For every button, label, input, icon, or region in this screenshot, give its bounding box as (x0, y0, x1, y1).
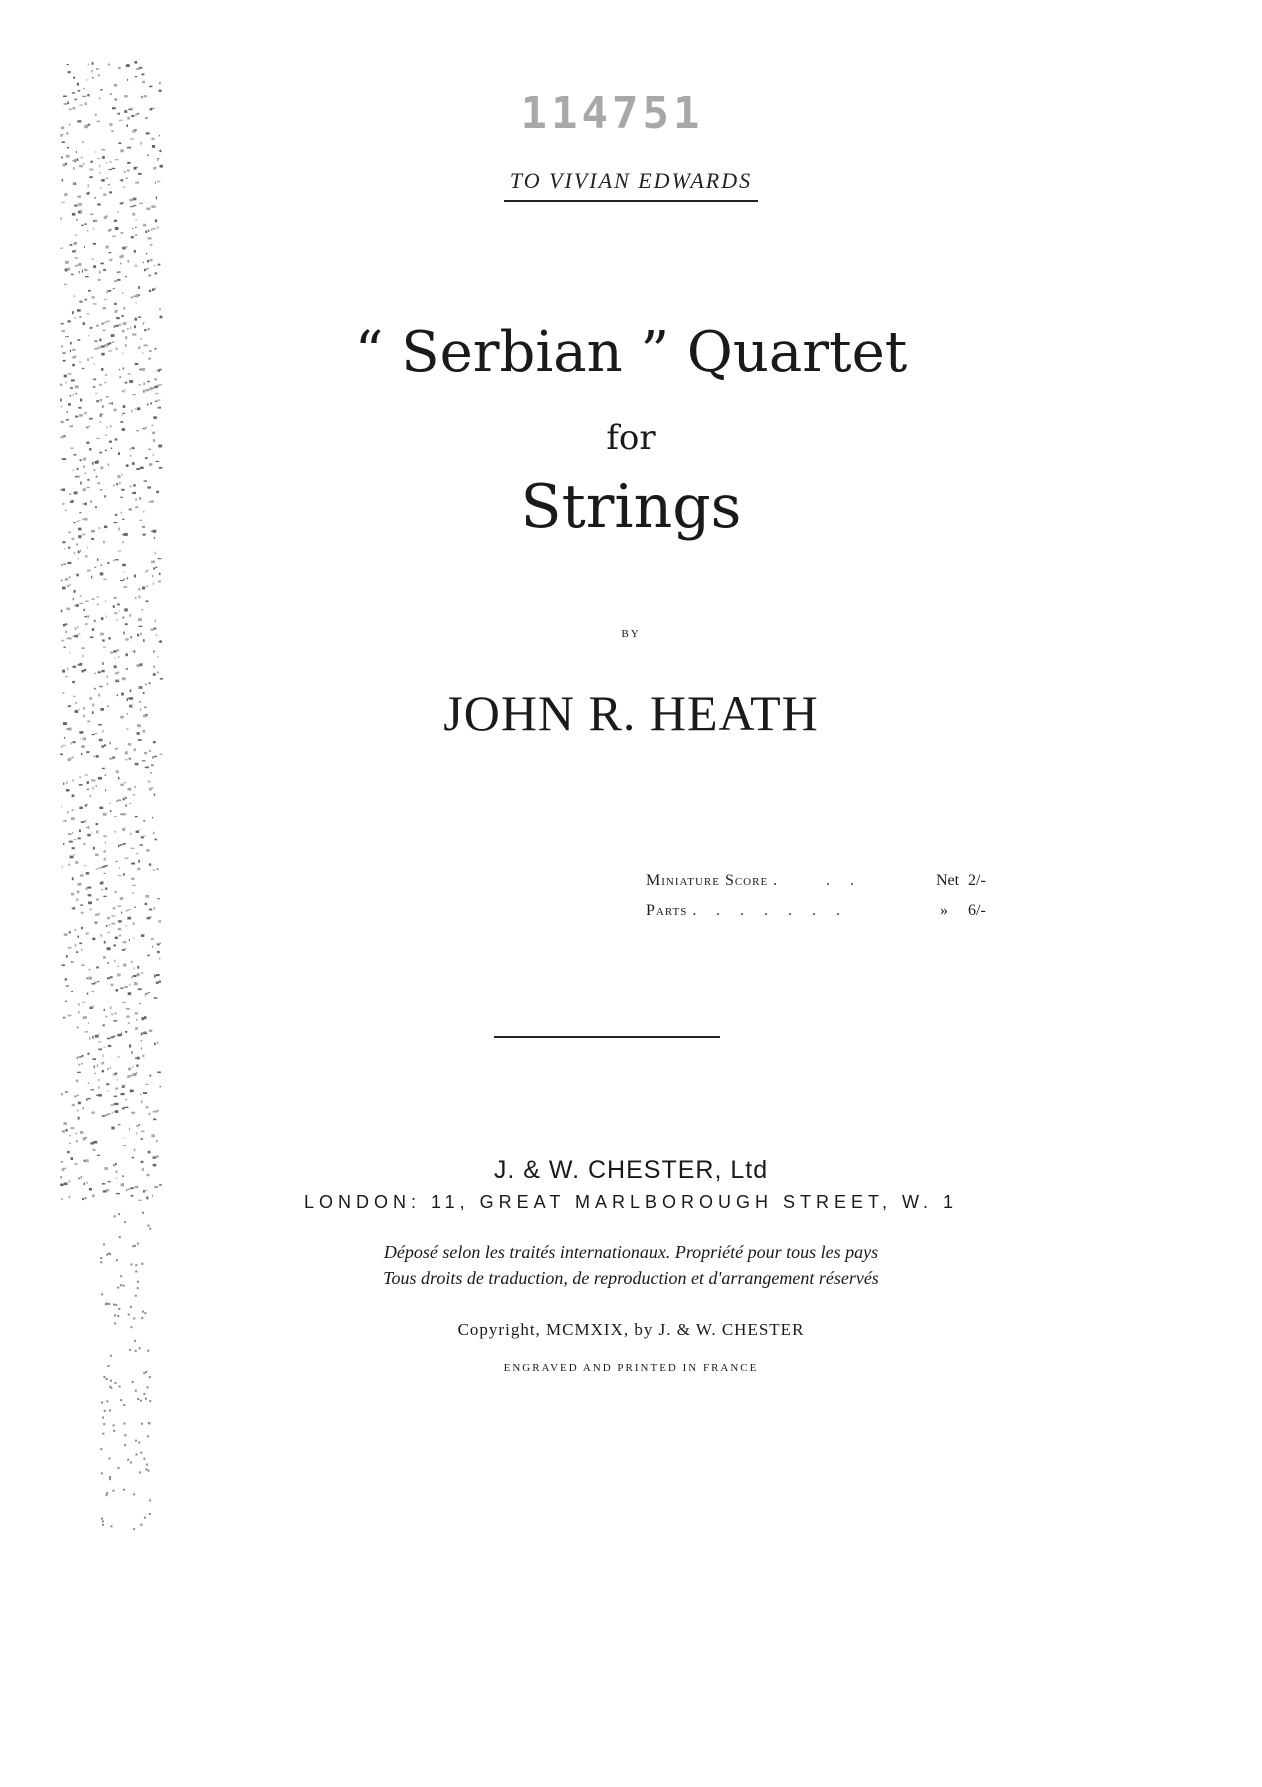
price-label: Miniature Score . (646, 872, 779, 889)
publisher-name: J. & W. CHESTER, Ltd (493, 1156, 769, 1184)
rights-notice-2: Tous droits de traduction, de reproduction et d'arrangement réservés (383, 1268, 879, 1288)
divider-rule (494, 1036, 720, 1038)
price-value: 6/- (968, 902, 986, 919)
price-dots: . . (826, 872, 862, 889)
price-net: » (940, 902, 948, 919)
instrument-title: Strings (520, 472, 742, 542)
price-row-parts (646, 902, 1002, 926)
by-text: BY (621, 628, 641, 640)
price-label: Parts . (646, 902, 698, 919)
scan-margin-noise (60, 60, 170, 1540)
price-row-score (646, 872, 1002, 896)
rights-notice-1: Déposé selon les traités internationaux. Propriété pour tous les pays (383, 1242, 879, 1262)
dedication (0, 168, 1262, 202)
price-value: 2/- (968, 872, 986, 889)
catalog-stamp: 114751 (520, 88, 704, 139)
for-text: for (606, 418, 656, 458)
publisher-address: LONDON: 11, GREAT MARLBOROUGH STREET, W. 1 (303, 1192, 959, 1212)
dedication-text: TO VIVIAN EDWARDS (504, 168, 758, 202)
composer-name: JOHN R. HEATH (443, 685, 819, 741)
price-list (646, 868, 1002, 928)
price-dots: . . . . . . (716, 902, 848, 919)
price-net: Net (936, 872, 960, 889)
engraved-notice: ENGRAVED AND PRINTED IN FRANCE (503, 1362, 759, 1374)
page-title: “ Serbian ” Quartet (354, 320, 908, 385)
copyright-notice: Copyright, MCMXIX, by J. & W. CHESTER (457, 1320, 805, 1339)
